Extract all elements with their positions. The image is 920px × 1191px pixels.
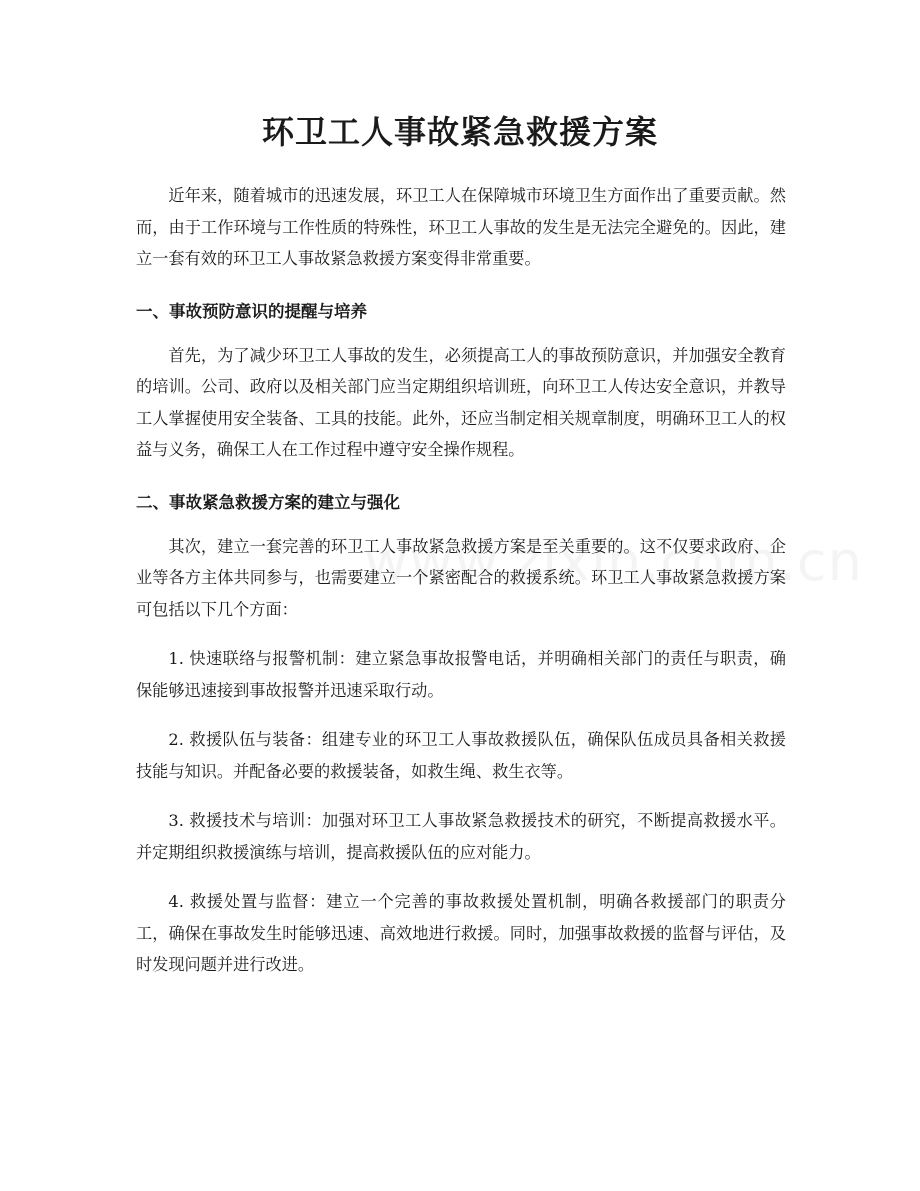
spacer [136,706,786,724]
section-1-paragraph: 首先，为了减少环卫工人事故的发生，必须提高工人的事故预防意识，并加强安全教育的培训。公司、政府以及相关部门应当定期组织培训班，向环卫工人传达安全意识，并教导工人掌握使用安全装备、工具的技能。此外，还应当制定相关规章制度，明确环卫工人的权益与义务，确保工人在工作过程中遵守安全操作规程。 [136,345,786,459]
spacer [136,868,786,886]
spacer [136,517,786,531]
list-item-4: 4. 救援处置与监督：建立一个完善的事故救援处置机制，明确各救援部门的职责分工，确保在事故发生时能够迅速、高效地进行救援。同时，加强事故救援的监督与评估，及时发现问题并进行改进。 [136,892,786,974]
list-item-3: 3. 救援技术与培训：加强对环卫工人事故紧急救援技术的研究，不断提高救援水平。并定期组织救援演练与培训，提高救援队伍的应对能力。 [136,811,786,862]
list-item-1: 1. 快速联络与报警机制：建立紧急事故报警电话，并明确相关部门的责任与职责，确保能够迅速接到事故报警并迅速采取行动。 [136,649,786,700]
section-1-heading: 一、事故预防意识的提醒与培养 [136,301,367,321]
section-2-heading: 二、事故紧急救援方案的建立与强化 [136,492,400,512]
spacer [136,275,786,298]
spacer [136,625,786,643]
document-title: 环卫工人事故紧急救援方案 [261,113,658,151]
spacer [136,787,786,805]
section-2-paragraph: 其次，建立一套完善的环卫工人事故紧急救援方案是至关重要的。这不仅要求政府、企业等各方主体共同参与，也需要建立一个紧密配合的救援系统。环卫工人事故紧急救援方案可包括以下几个方面： [136,536,786,619]
spacer [136,326,786,340]
list-item-2: 2. 救援队伍与装备：组建专业的环卫工人事故救援队伍，确保队伍成员具备相关救援技能与知识。并配备必要的救援装备，如救生绳、救生衣等。 [136,730,786,781]
spacer [136,466,786,489]
document-body [136,180,786,981]
intro-paragraph: 近年来，随着城市的迅速发展，环卫工人在保障城市环境卫生方面作出了重要贡献。然而，由于工作环境与工作性质的特殊性，环卫工人事故的发生是无法完全避免的。因此，建立一套有效的环卫工人事故紧急救援方案变得非常重要。 [136,186,786,268]
